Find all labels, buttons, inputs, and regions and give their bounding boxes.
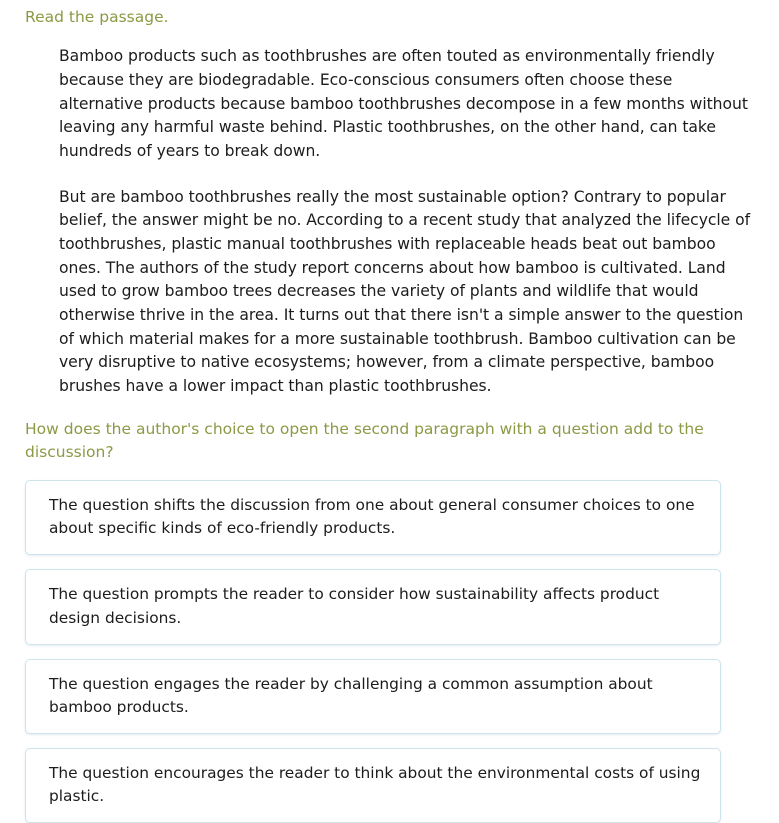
answer-option-3[interactable]: The question engages the reader by challenging a common assumption about bamboo products. [25,659,721,734]
passage-container [59,45,761,399]
answer-option-1[interactable]: The question shifts the discussion from one about general consumer choices to one about specific kinds of eco-friendly products. [25,480,721,555]
passage-paragraph-2: But are bamboo toothbrushes really the most sustainable option? Contrary to popular belief, the answer might be no. According to a recent study that analyzed the lifecycle of toothbrushes, plastic manual toothbrushes with replaceable heads beat out bamboo ones. The authors of the study report concerns about how bamboo is cultivated. Land used to grow bamboo trees decreases the variety of plants and wildlife that would otherwise thrive in the area. It turns out that there isn't a simple answer to the question of which material makes for a more sustainable toothbrush. Bamboo cultivation can be very disruptive to native ecosystems; however, from a climate perspective, bamboo brushes have a lower impact than plastic toothbrushes. [59,187,751,396]
passage-paragraph-1: Bamboo products such as toothbrushes are often touted as environmentally friendly because they are biodegradable. Eco-conscious consumers often choose these alternative products because bamboo toothbrushes decompose in a few months without leaving any harmful waste behind. Plastic toothbrushes, on the other hand, can take hundreds of years to break down. [59,47,748,160]
instruction-text: Read the passage. [25,8,169,26]
answer-option-4[interactable]: The question encourages the reader to think about the environmental costs of using plastic. [25,748,721,823]
question-prompt: How does the author's choice to open the second paragraph with a question add to the discussion? [25,419,704,462]
answer-options-list [25,480,721,823]
answer-option-2[interactable]: The question prompts the reader to consider how sustainability affects product design decisions. [25,569,721,644]
